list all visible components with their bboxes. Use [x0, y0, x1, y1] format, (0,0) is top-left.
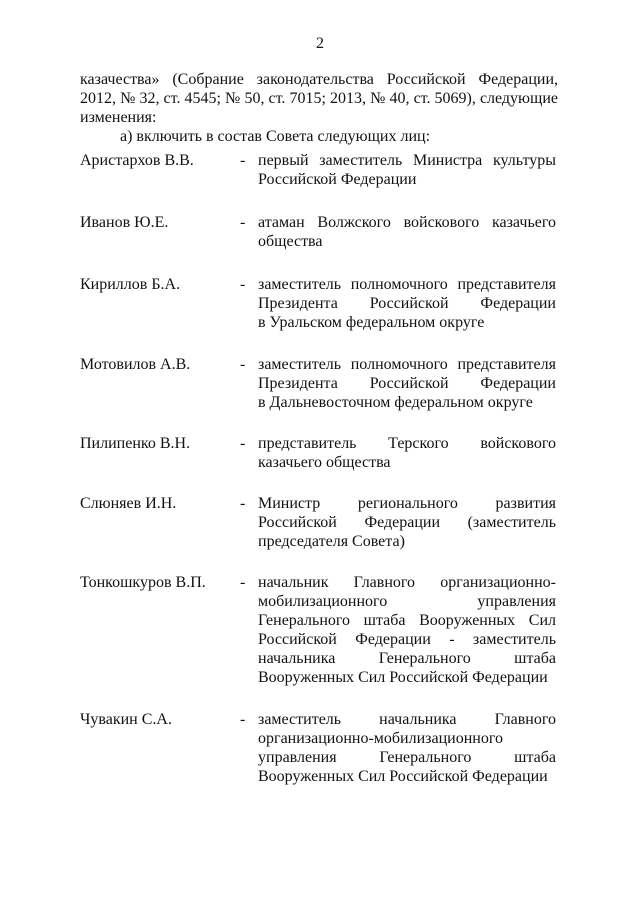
member-dash: - [240, 574, 246, 591]
position-line: начальник Главного организационно- [258, 574, 556, 591]
intro-line: изменения: [80, 109, 157, 126]
position-line: Российской Федерации (заместитель [258, 514, 556, 531]
position-line: начальника Генерального штаба [258, 650, 556, 667]
position-line: заместитель полномочного представителя [258, 356, 556, 373]
member-name: Чувакин С.А. [80, 711, 172, 728]
position-line: Генерального штаба Вооруженных Сил [258, 612, 556, 629]
position-line: общества [258, 233, 323, 250]
position-line: Президента Российской Федерации [258, 375, 556, 392]
position-line: Президента Российской Федерации [258, 295, 556, 312]
member-name: Слюняев И.Н. [80, 495, 177, 512]
position-line: Министр регионального развития [258, 495, 556, 512]
position-line: Российской Федерации - заместитель [258, 631, 556, 648]
position-line: управления Генерального штаба [258, 749, 556, 766]
position-line: мобилизационного управления [258, 593, 556, 610]
council-member [80, 710, 560, 786]
council-member [80, 573, 560, 687]
position-line: организационно-мобилизационного [258, 730, 503, 747]
intro-paragraph [80, 70, 558, 146]
member-position [258, 710, 556, 786]
intro-line: казачества» (Собрание законодательства Российской Федерации, [80, 71, 558, 88]
member-dash: - [240, 214, 246, 231]
member-dash: - [240, 711, 246, 728]
position-line: первый заместитель Министра культуры [258, 152, 556, 169]
member-name: Мотовилов А.В. [80, 356, 191, 373]
member-dash: - [240, 495, 246, 512]
member-dash: - [240, 356, 246, 373]
position-line: в Дальневосточном федеральном округе [258, 394, 533, 411]
position-line: заместитель полномочного представителя [258, 276, 556, 293]
position-line: Вооруженных Сил Российской Федерации [258, 669, 548, 686]
member-position [258, 355, 556, 412]
position-line: казачьего общества [258, 454, 391, 471]
position-line: в Уральском федеральном округе [258, 314, 485, 331]
council-member [80, 151, 560, 189]
position-line: Российской Федерации [258, 171, 417, 188]
member-position [258, 494, 556, 551]
page-number: 2 [316, 35, 324, 52]
intro-line: 2012, № 32, ст. 4545; № 50, ст. 7015; 2013, № 40, ст. 5069), следующие [80, 90, 558, 107]
member-name: Иванов Ю.Е. [80, 214, 169, 231]
member-name: Тонкошкуров В.П. [80, 574, 206, 591]
council-member [80, 434, 560, 472]
intro-item-a: а) включить в состав Совета следующих лиц: [120, 128, 431, 145]
member-name: Пилипенко В.Н. [80, 435, 191, 452]
member-position [258, 213, 556, 251]
member-dash: - [240, 435, 246, 452]
member-position [258, 434, 556, 472]
council-member [80, 494, 560, 551]
council-member [80, 213, 560, 251]
position-line: атаман Волжского войскового казачьего [258, 214, 556, 231]
member-dash: - [240, 276, 246, 293]
council-member-list [80, 151, 560, 807]
member-name: Кириллов Б.А. [80, 276, 181, 293]
council-member [80, 355, 560, 412]
member-dash: - [240, 152, 246, 169]
position-line: представитель Терского войскового [258, 435, 556, 452]
member-position [258, 573, 556, 687]
position-line: заместитель начальника Главного [258, 711, 556, 728]
council-member [80, 275, 560, 332]
position-line: Вооруженных Сил Российской Федерации [258, 768, 548, 785]
member-position [258, 151, 556, 189]
position-line: председателя Совета) [258, 533, 405, 550]
member-name: Аристархов В.В. [80, 152, 194, 169]
member-position [258, 275, 556, 332]
